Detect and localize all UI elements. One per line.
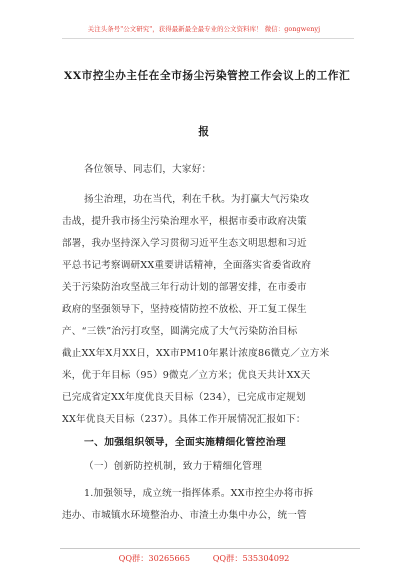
body-line: 部署，我办坚持深入学习贯彻习近平生态文明思想和习近: [62, 238, 307, 249]
salutation: 各位领导、同志们，大家好：: [84, 164, 212, 175]
qq-group-1: QQ群：30265665: [118, 553, 191, 563]
body-line: 政府的坚强领导下，坚持疫情防控不放松、开工复工保生: [62, 304, 307, 315]
item-line: 1.加强领导，成立统一指挥体系。XX市控尘办将市拆: [84, 488, 314, 499]
item-line: 违办、市城镇水环境整治办、市渣土办集中办公，统一管: [62, 510, 307, 521]
section-heading: 一、加强组织领导，全面实施精细化管控治理: [84, 437, 286, 448]
footer: [0, 553, 408, 564]
body-line: 米，优于年目标（95）9微克／立方米；优良天共计XX天: [62, 370, 311, 381]
intro-line: 扬尘治理，功在当代，利在千秋。为打赢大气污染攻: [84, 194, 310, 205]
document-title-line2: 报: [198, 126, 210, 138]
qq-group-2: QQ群：535304092: [212, 553, 290, 563]
body-line: 击战，提升我市扬尘污染治理水平，根据市委市政府决策: [62, 216, 307, 227]
header-divider: [62, 38, 354, 39]
body-line: 已完成省定XX年度优良天目标（234），已完成市定规划: [62, 392, 306, 403]
subsection-heading: （一）创新防控机制，致力于精细化管理: [84, 461, 263, 472]
footer-divider: [60, 548, 360, 549]
body-line: 产、“三铁”治污打攻坚，圆满完成了大气污染防治目标: [62, 326, 298, 337]
body-line: 截止XX年X月XX日，XX市PM10年累计浓度86微克／立方米: [62, 348, 330, 359]
promo-banner: 关注头条号"公文研究"，获得最新最全最专业的公文资料库！ 微信：gongwenyj: [87, 25, 321, 33]
body-line: XX年优良天目标（237）。具体工作开展情况汇报如下：: [62, 414, 306, 425]
body-line: 关于污染防治攻坚战三年行动计划的部署安排，在市委市: [62, 282, 307, 293]
body-line: 平总书记考察调研XX重要讲话精神，全面落实省委省政府: [62, 260, 312, 271]
document-title-line1: XX市控尘办主任在全市扬尘污染管控工作会议上的工作汇: [64, 70, 351, 82]
